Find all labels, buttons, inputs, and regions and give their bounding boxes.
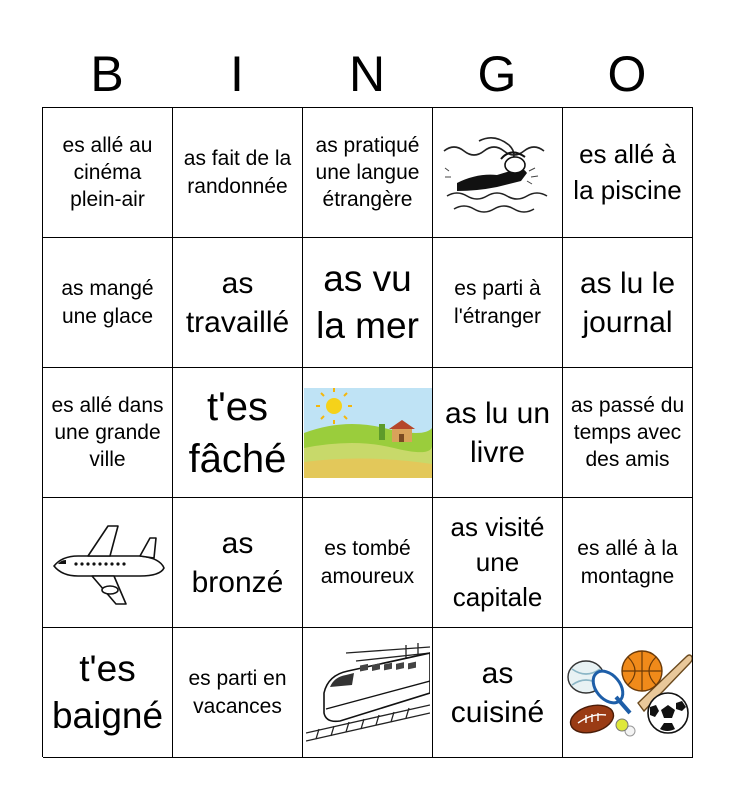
- countryside-icon: [304, 388, 432, 478]
- bingo-cell[interactable]: [433, 368, 563, 498]
- airplane-icon: [48, 520, 168, 606]
- bingo-cell-text: es parti à l'étranger: [454, 277, 541, 328]
- bingo-cell[interactable]: [563, 238, 693, 368]
- header-letter-b: B: [90, 46, 124, 102]
- bingo-cell-text: as mangé une glace: [61, 277, 154, 328]
- bingo-cell-text: as fait de la randonnée: [183, 147, 292, 198]
- bingo-cell[interactable]: [433, 628, 563, 758]
- bingo-cell-text: es parti en vacances: [188, 667, 287, 718]
- bingo-cell[interactable]: [563, 628, 693, 758]
- bingo-header: [42, 42, 692, 106]
- bingo-cell[interactable]: [173, 498, 303, 628]
- bingo-cell[interactable]: [433, 108, 563, 238]
- bingo-cell-text: as lu le journal: [579, 266, 676, 339]
- header-letter-i: I: [230, 46, 244, 102]
- bingo-cell[interactable]: [303, 108, 433, 238]
- bingo-cell[interactable]: [433, 238, 563, 368]
- bingo-cell[interactable]: [173, 628, 303, 758]
- bingo-cell-text: as pratiqué une langue étrangère: [315, 133, 420, 212]
- bingo-cell[interactable]: [43, 238, 173, 368]
- bingo-cell[interactable]: [303, 628, 433, 758]
- bingo-cell[interactable]: [43, 498, 173, 628]
- bingo-grid: [42, 107, 693, 757]
- bingo-cell-text: es tombé amoureux: [320, 537, 415, 588]
- bingo-cell[interactable]: [173, 368, 303, 498]
- bingo-cell[interactable]: [303, 238, 433, 368]
- sports-balls-icon: [564, 645, 692, 741]
- swimmer-icon: [439, 121, 557, 225]
- bingo-cell[interactable]: [563, 108, 693, 238]
- bingo-cell-text: as vu la mer: [316, 258, 419, 346]
- bingo-cell-text: es allé au cinéma plein-air: [62, 133, 153, 212]
- bingo-cell-text: es allé à la montagne: [577, 537, 678, 588]
- bingo-cell-text: t'es fâché: [188, 384, 287, 481]
- bingo-cell[interactable]: [563, 498, 693, 628]
- bingo-cell-text: as travaillé: [185, 266, 290, 339]
- train-icon: [306, 643, 430, 743]
- bingo-cell[interactable]: [303, 498, 433, 628]
- bingo-cell[interactable]: [303, 368, 433, 498]
- header-letter-g: G: [477, 46, 517, 102]
- bingo-cell[interactable]: [173, 238, 303, 368]
- bingo-cell-text: es allé dans une grande ville: [51, 393, 164, 472]
- bingo-cell[interactable]: [43, 108, 173, 238]
- bingo-cell-text: as cuisiné: [450, 656, 545, 729]
- bingo-cell-text: as visité une capitale: [450, 511, 545, 613]
- bingo-cell[interactable]: [563, 368, 693, 498]
- bingo-cell[interactable]: [433, 498, 563, 628]
- bingo-cell[interactable]: [43, 628, 173, 758]
- bingo-cell-text: as lu un livre: [444, 396, 551, 469]
- bingo-cell-text: t'es baigné: [51, 648, 164, 736]
- bingo-cell-text: as passé du temps avec des amis: [570, 393, 685, 472]
- bingo-cell[interactable]: [173, 108, 303, 238]
- bingo-cell-text: as bronzé: [191, 526, 284, 599]
- bingo-cell-text: es allé à la piscine: [573, 139, 682, 205]
- header-letter-o: O: [607, 46, 647, 102]
- bingo-cell[interactable]: [43, 368, 173, 498]
- header-letter-n: N: [348, 46, 386, 102]
